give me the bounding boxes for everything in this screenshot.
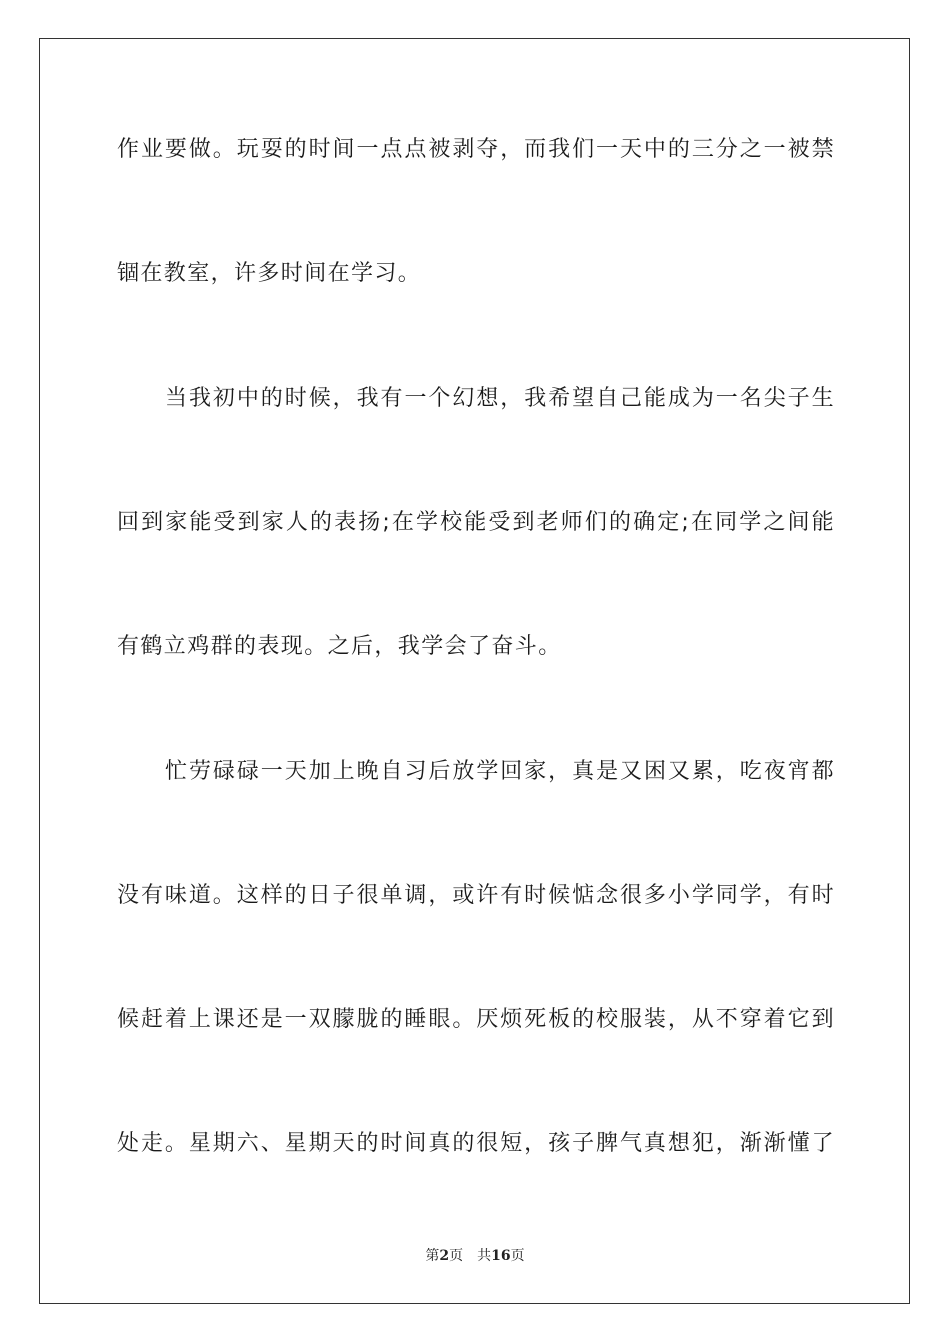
text-line-5: 有鹤立鸡群的表现。之后，我学会了奋斗。 (117, 634, 562, 659)
page-number: 2 (439, 1248, 450, 1264)
text-line-1: 作业要做。玩耍的时间一点点被剥夺，而我们一天中的三分之一被禁 (117, 137, 835, 162)
page-prefix: 第 (425, 1248, 440, 1264)
total-prefix: 共 (477, 1248, 492, 1264)
text-line-2: 锢在教室，许多时间在学习。 (117, 261, 422, 286)
text-line-8: 候赶着上课还是一双朦胧的睡眼。厌烦死板的校服装，从不穿着它到 (117, 1007, 835, 1032)
total-suffix: 页 (510, 1248, 525, 1264)
page-suffix: 页 (449, 1248, 464, 1264)
text-line-4: 回到家能受到家人的表扬;在学校能受到老师们的确定;在同学之间能 (117, 510, 835, 535)
page-border (39, 38, 910, 1304)
text-line-6: 忙劳碌碌一天加上晚自习后放学回家，真是又困又累，吃夜宵都 (165, 759, 835, 784)
total-pages: 16 (491, 1248, 511, 1264)
text-line-3: 当我初中的时候，我有一个幻想，我希望自己能成为一名尖子生 (165, 386, 835, 411)
text-line-7: 没有味道。这样的日子很单调，或许有时候惦念很多小学同学，有时 (117, 883, 835, 908)
text-line-9: 处走。星期六、星期天的时间真的很短，孩子脾气真想犯，渐渐懂了 (117, 1131, 835, 1156)
page-footer (0, 1247, 950, 1265)
